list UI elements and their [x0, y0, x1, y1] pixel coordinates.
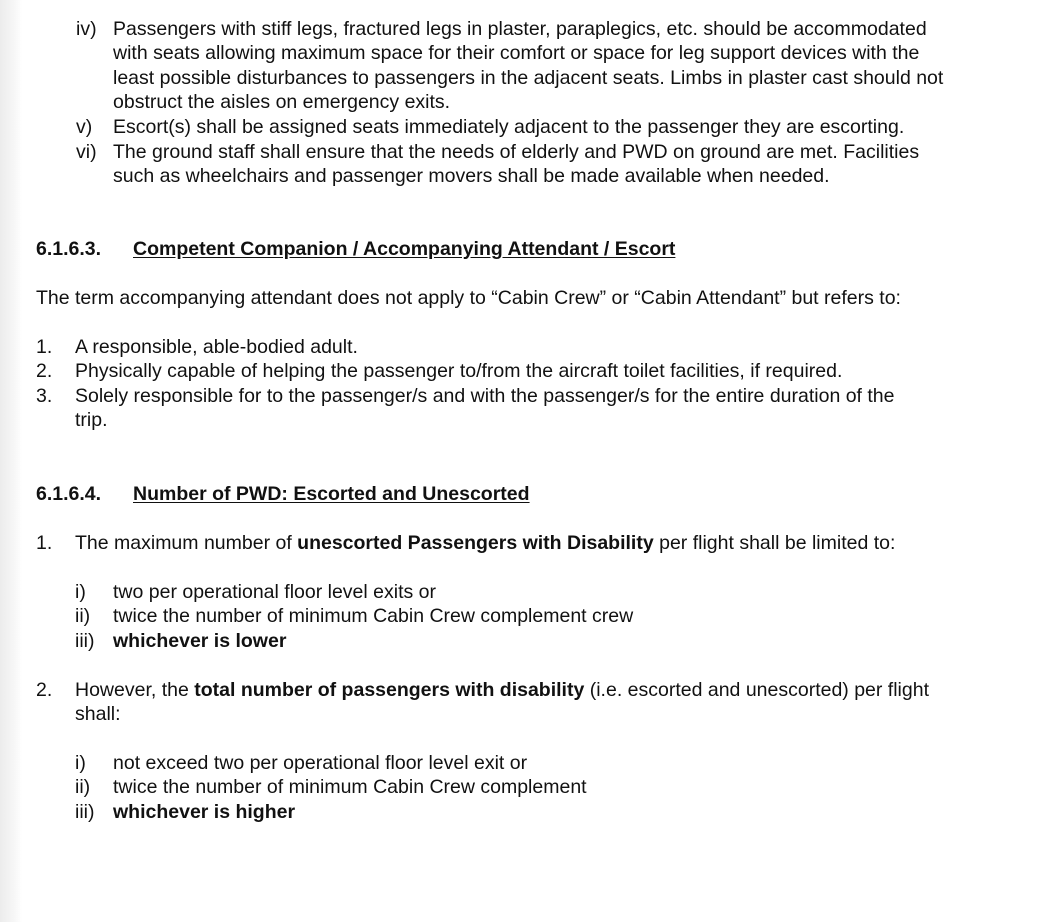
list-marker: iv)	[76, 18, 97, 40]
sublist-item: twice the number of minimum Cabin Crew complement crew	[113, 605, 634, 627]
list-item-line: trip.	[75, 409, 108, 431]
list-item-line: A responsible, able-bodied adult.	[75, 336, 358, 358]
paragraph-line	[75, 531, 895, 556]
section-number: 6.1.6.4.	[36, 483, 102, 505]
list-marker: 2.	[36, 360, 53, 382]
list-item-line: Escort(s) shall be assigned seats immediately adjacent to the passenger they are escorting.	[113, 116, 905, 138]
list-marker: 2.	[36, 679, 53, 701]
list-item-line: Physically capable of helping the passenger to/from the aircraft toilet facilities, if required.	[75, 360, 843, 382]
sublist-item: two per operational floor level exits or	[113, 581, 436, 603]
sublist-item: not exceed two per operational floor level exit or	[113, 752, 528, 774]
list-marker: 1.	[36, 532, 53, 554]
text-run: However, the	[75, 679, 195, 701]
text-run: The maximum number of	[75, 532, 298, 554]
sublist-item-bold: whichever is higher	[113, 801, 296, 823]
list-marker: v)	[76, 116, 93, 138]
sublist-marker: ii)	[75, 605, 91, 627]
text-run: per flight shall be limited to:	[653, 532, 896, 554]
section-heading: Competent Companion / Accompanying Attendant / Escort	[133, 238, 676, 260]
sublist-marker: iii)	[75, 801, 95, 823]
sublist-item: twice the number of minimum Cabin Crew complement	[113, 776, 587, 798]
bold-text-run: total number of passengers with disability	[194, 679, 585, 701]
section-heading: Number of PWD: Escorted and Unescorted	[133, 483, 530, 505]
list-item-line: such as wheelchairs and passenger movers shall be made available when needed.	[113, 165, 830, 187]
sublist-marker: ii)	[75, 776, 91, 798]
sublist-item-bold: whichever is lower	[113, 630, 287, 652]
list-item-line: with seats allowing maximum space for their comfort or space for leg support devices with the	[113, 42, 920, 64]
paragraph-line	[75, 678, 929, 703]
list-item-line: obstruct the aisles on emergency exits.	[113, 91, 451, 113]
section-number: 6.1.6.3.	[36, 238, 102, 260]
text-run: (i.e. escorted and unescorted) per flight	[584, 679, 929, 701]
list-marker: vi)	[76, 141, 97, 163]
sublist-marker: i)	[75, 752, 86, 774]
sublist-marker: i)	[75, 581, 86, 603]
list-item-line: The ground staff shall ensure that the needs of elderly and PWD on ground are met. Facilities	[113, 141, 920, 163]
sublist-marker: iii)	[75, 630, 95, 652]
list-item-line: Passengers with stiff legs, fractured legs in plaster, paraplegics, etc. should be accommodated	[113, 18, 927, 40]
list-item-line: least possible disturbances to passengers in the adjacent seats. Limbs in plaster cast should not	[113, 67, 944, 89]
list-item-line: Solely responsible for to the passenger/s and with the passenger/s for the entire duration of the	[75, 385, 895, 407]
paragraph-line: shall:	[75, 703, 121, 725]
bold-text-run: unescorted Passengers with Disability	[297, 532, 654, 554]
section-intro: The term accompanying attendant does not apply to “Cabin Crew” or “Cabin Attendant” but refers to:	[36, 287, 901, 309]
list-marker: 1.	[36, 336, 53, 358]
list-marker: 3.	[36, 385, 53, 407]
